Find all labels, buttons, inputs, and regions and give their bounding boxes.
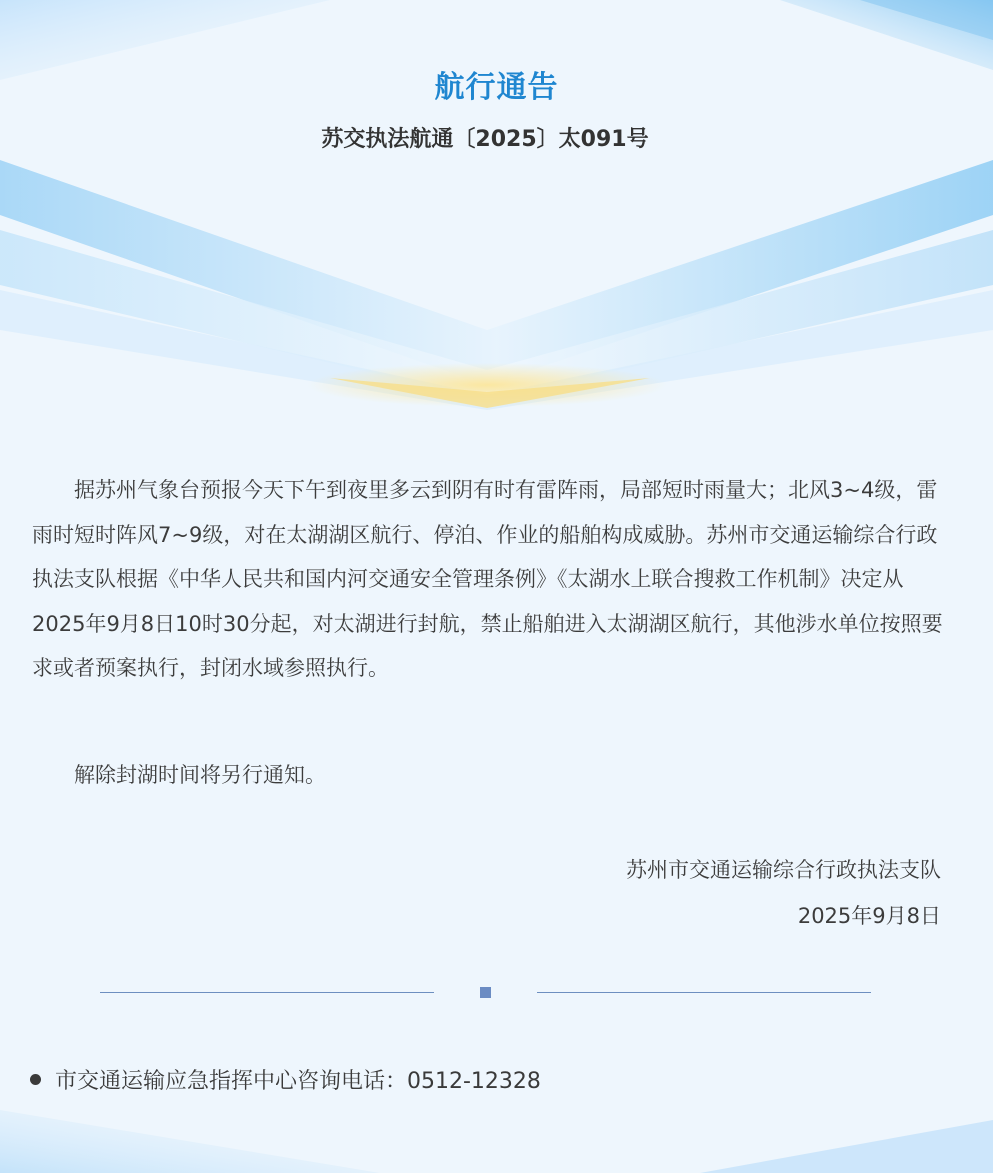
document-number: 苏交执法航通〔2025〕太091号 xyxy=(321,127,649,152)
divider-line-right xyxy=(537,992,871,993)
divider-line-left xyxy=(100,992,434,993)
divider-square-icon xyxy=(480,987,491,998)
hotline-text: 市交通运输应急指挥中心咨询电话：0512-12328 xyxy=(55,1069,541,1094)
bullet-icon xyxy=(30,1074,41,1085)
body-paragraph-1: 据苏州气象台预报今天下午到夜里多云到阴有时有雷阵雨，局部短时雨量大；北风3~4级，雷雨时短时阵风7~9级，对在太湖湖区航行、停泊、作业的船舶构成威胁。苏州市交通运输综合行政执法支队根据《中华人民共和国内河交通安全管理条例》《太湖水上联合搜救工作机制》决定从2025年9月8日10时30分起，对太湖进行封航，禁止船舶进入太湖湖区航行，其他涉水单位按照要求或者预案执行，封闭水域参照执行。 xyxy=(32,478,943,681)
body-paragraph-2: 解除封湖时间将另行通知。 xyxy=(74,763,326,787)
notice-title: 航行通告 xyxy=(434,70,559,105)
signature-date: 2025年9月8日 xyxy=(797,904,941,928)
hotline-info xyxy=(30,1064,541,1095)
signature-organization: 苏州市交通运输综合行政执法支队 xyxy=(626,858,941,882)
